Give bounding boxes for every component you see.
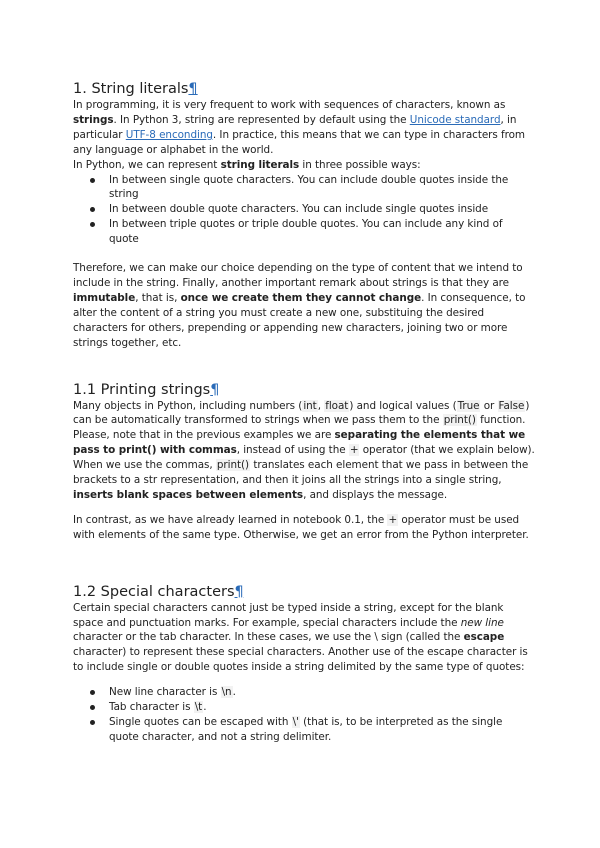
- heading-text: 1.2 Special characters: [73, 583, 235, 600]
- list-item: [109, 217, 535, 247]
- text-span: translates each element that we pass in between the brackets to a str representation, and then it joins all the strings into a single string,: [73, 459, 529, 487]
- text-span: Single quotes can be escaped with: [109, 716, 292, 728]
- utf8-encoding-link[interactable]: UTF-8 enconding: [125, 128, 213, 141]
- bullet-icon: [90, 690, 95, 695]
- spacer: [73, 503, 535, 513]
- section-heading-printing-strings: [73, 381, 535, 399]
- unicode-standard-link[interactable]: Unicode standard: [409, 113, 501, 126]
- bold-text: strings: [73, 113, 114, 126]
- text-span: ) and logical values (: [349, 399, 457, 412]
- text-span: , and displays the message.: [303, 488, 448, 501]
- bold-text: immutable: [73, 291, 136, 304]
- text-span: ,: [317, 399, 325, 412]
- bold-text: separating the elements that we pass to print() with commas: [73, 429, 526, 457]
- bullet-list: [73, 173, 535, 248]
- heading-text: 1. String literals: [73, 81, 189, 97]
- text-span: character or the tab character. In these cases, we use the \ sign (called the: [73, 631, 464, 644]
- paragraph: [73, 158, 535, 173]
- paragraph: [73, 261, 535, 350]
- spacer: [73, 543, 535, 583]
- text-span: , in particular: [73, 113, 517, 141]
- text-span: . In Python 3, string are represented by default using the: [113, 113, 410, 126]
- text-span: Many objects in Python, including numbers (: [73, 399, 303, 412]
- list-item: [109, 685, 535, 700]
- inline-code: False: [498, 399, 525, 412]
- bullet-icon: [90, 720, 95, 725]
- text-span: . In consequence, to alter the content of a string you must create a new one, substituing the desired characters for others, prepending or appending new characters, joining two or more strings together, etc.: [73, 291, 526, 349]
- bullet-icon: [90, 178, 95, 183]
- inline-code: \n: [221, 686, 232, 699]
- text-span: .: [203, 701, 207, 714]
- anchor-link[interactable]: ¶: [210, 381, 220, 398]
- inline-code: True: [457, 399, 480, 412]
- inline-code: print(): [443, 414, 476, 427]
- section-heading-special-characters: [73, 583, 535, 601]
- text-span: (that is, to be interpreted as the single quote character, and not a string delimiter.: [109, 716, 503, 743]
- text-span: operator (that we explain below). When we use the commas,: [73, 444, 535, 472]
- text-span: , that is,: [135, 291, 181, 304]
- list-item: [109, 700, 535, 715]
- anchor-link[interactable]: ¶: [234, 583, 244, 600]
- text-span: Therefore, we can make our choice depending on the type of content that we intend to include in the string. Finally, another important remark about strings is that they are: [73, 262, 523, 289]
- list-item: [109, 202, 535, 217]
- text-span: in three possible ways:: [299, 158, 421, 171]
- list-item-text: In between triple quotes or triple double quotes. You can include any kind of quote: [109, 218, 503, 246]
- text-span: In programming, it is very frequent to work with sequences of characters, known as: [73, 99, 506, 111]
- inline-code: print(): [216, 459, 250, 472]
- inline-code: \': [292, 716, 299, 728]
- heading-text: 1.1 Printing strings: [73, 381, 211, 398]
- paragraph: [73, 513, 535, 543]
- text-span: , instead of using the: [236, 444, 349, 457]
- document-content: [73, 80, 535, 745]
- bullet-icon: [90, 705, 95, 710]
- bold-text: escape: [463, 631, 505, 644]
- bullet-list: [73, 685, 535, 745]
- spacer: [73, 675, 535, 685]
- bullet-icon: [90, 207, 95, 212]
- italic-text: new line: [460, 616, 504, 629]
- paragraph: [73, 601, 535, 676]
- section-heading-string-literals: [73, 80, 535, 98]
- list-item: [109, 173, 535, 203]
- paragraph: [73, 98, 535, 158]
- text-span: .: [232, 686, 236, 699]
- bold-text: string literals: [220, 158, 300, 171]
- spacer: [73, 247, 535, 261]
- text-span: character) to represent these special characters. Another use of the escape character is to include single or double quotes inside a string delimited by the same type of quotes:: [73, 646, 528, 674]
- list-item: [109, 715, 535, 745]
- text-span: In contrast, as we have already learned in notebook 0.1, the: [73, 513, 388, 526]
- text-span: . In practice, this means that we can type in characters from any language or alphabet in the world.: [73, 128, 526, 156]
- text-span: Certain special characters cannot just be typed inside a string, except for the blank space and punctuation marks. For example, special characters include the: [73, 601, 504, 629]
- text-span: New line character is: [109, 686, 221, 699]
- bold-text: once we create them they cannot change: [180, 291, 422, 304]
- text-span: operator must be used with elements of the same type. Otherwise, we get an error from the Python interpreter.: [73, 513, 529, 541]
- text-span: function. Please, note that in the previous examples we are: [73, 414, 526, 442]
- list-item-text: In between single quote characters. You can include double quotes inside the string: [109, 173, 509, 201]
- anchor-link[interactable]: ¶: [188, 81, 198, 97]
- text-span: or: [480, 399, 498, 412]
- text-span: ) can be automatically transformed to strings when we pass them to the: [73, 399, 530, 427]
- inline-code: \t: [194, 701, 203, 714]
- bold-text: inserts blank spaces between elements: [73, 488, 304, 501]
- inline-code: float: [325, 399, 349, 412]
- spacer: [73, 351, 535, 381]
- inline-code: int: [303, 399, 317, 412]
- text-span: In Python, we can represent: [73, 158, 221, 171]
- paragraph: [73, 399, 535, 503]
- inline-code: +: [349, 444, 359, 457]
- text-span: Tab character is: [109, 701, 194, 714]
- inline-code: +: [388, 513, 398, 526]
- list-item-text: In between double quote characters. You can include single quotes inside: [109, 203, 489, 216]
- bullet-icon: [90, 222, 95, 227]
